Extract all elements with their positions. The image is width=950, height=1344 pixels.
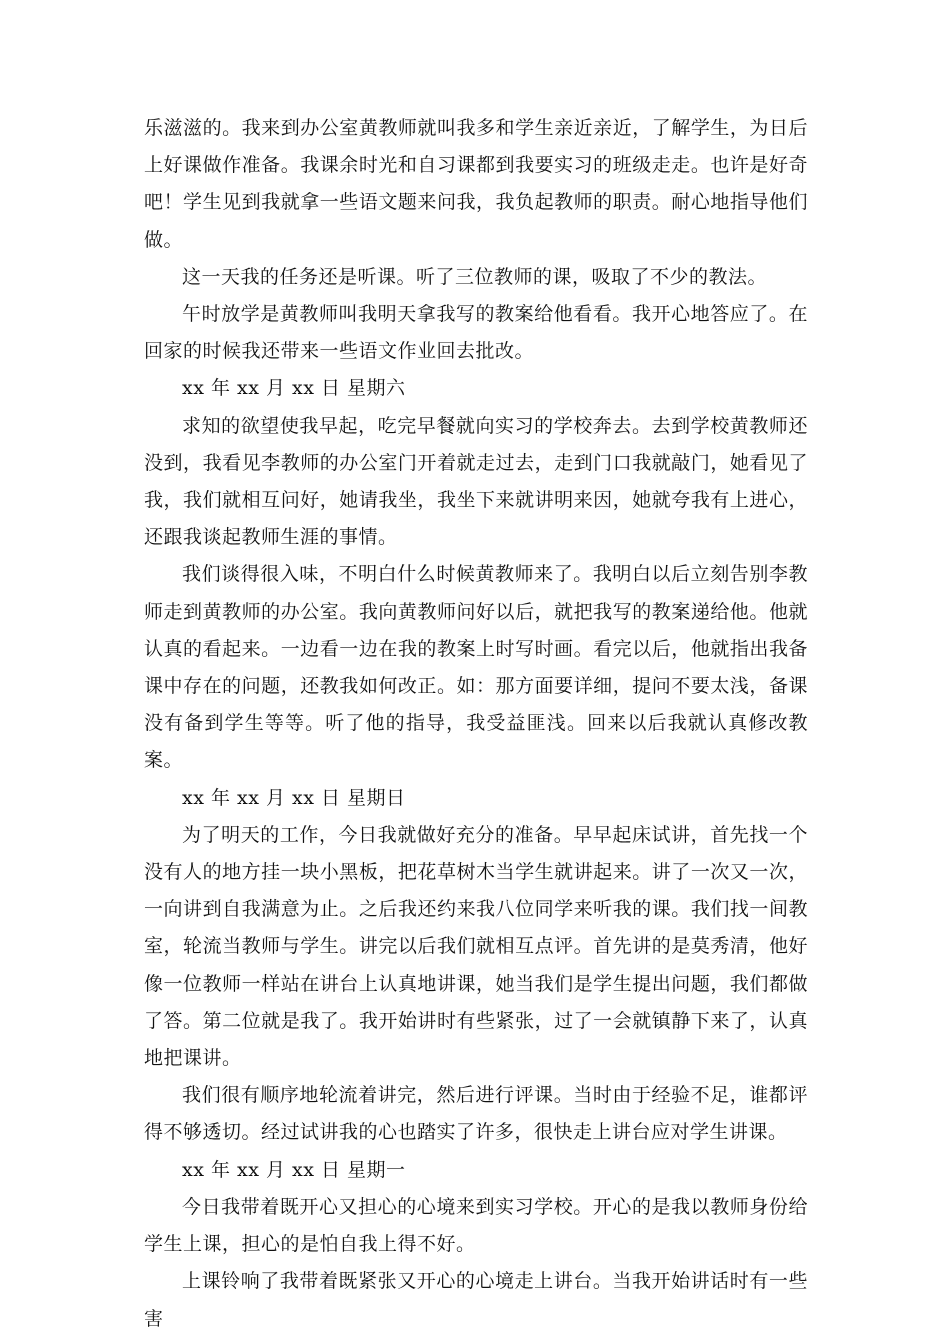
document-body: [144, 110, 808, 1338]
paragraph: 上课铃响了我带着既紧张又开心的心境走上讲台。当我开始讲话时有一些害: [144, 1270, 808, 1330]
paragraph: 我们谈得很入味，不明白什么时候黄教师来了。我明白以后立刻告别李教师走到黄教师的办公室。我向黄教师问好以后，就把我写的教案递给他。他就认真的看起来。一边看一边在我的教案上时写时画。看完以后，他就指出我备课中存在的问题，还教我如何改正。如：那方面要详细，提问不要太浅，备课没有备到学生等等。听了他的指导，我受益匪浅。回来以后我就认真修改教案。: [144, 563, 808, 772]
paragraph: 我们很有顺序地轮流着讲完，然后进行评课。当时由于经验不足，谁都评得不够透切。经过试讲我的心也踏实了许多，很快走上讲台应对学生讲课。: [144, 1084, 808, 1144]
paragraph-continuation: 乐滋滋的。我来到办公室黄教师就叫我多和学生亲近亲近，了解学生，为日后上好课做作准备。我课余时光和自习课都到我要实习的班级走走。也许是好奇吧！学生见到我就拿一些语文题来问我，我负起教师的职责。耐心地指导他们做。: [144, 117, 808, 251]
paragraph: 今日我带着既开心又担心的心境来到实习学校。开心的是我以教师身份给学生上课，担心的是怕自我上得不好。: [144, 1195, 808, 1256]
date-heading: xx 年 xx 月 xx 日 星期日: [182, 786, 406, 809]
date-heading: xx 年 xx 月 xx 日 星期一: [182, 1158, 406, 1181]
date-heading: xx 年 xx 月 xx 日 星期六: [182, 377, 406, 400]
paragraph: 这一天我的任务还是听课。听了三位教师的课，吸取了不少的教法。: [182, 265, 768, 288]
paragraph: 为了明天的工作，今日我就做好充分的准备。早早起床试讲，首先找一个没有人的地方挂一块小黑板，把花草树木当学生就讲起来。讲了一次又一次，一向讲到自我满意为止。之后我还约来我八位同学来听我的课。我们找一间教室，轮流当教师与学生。讲完以后我们就相互点评。首先讲的是莫秀清，他好像一位教师一样站在讲台上认真地讲课，她当我们是学生提出问题，我们都做了答。第二位就是我了。我开始讲时有些紧张，过了一会就镇静下来了，认真地把课讲。: [144, 823, 808, 1070]
paragraph: 求知的欲望使我早起，吃完早餐就向实习的学校奔去。去到学校黄教师还没到，我看见李教师的办公室门开着就走过去，走到门口我就敲门，她看见了我，我们就相互问好，她请我坐，我坐下来就讲明来因，她就夸我有上进心，还跟我谈起教师生涯的事情。: [144, 414, 808, 549]
paragraph: 午时放学是黄教师叫我明天拿我写的教案给他看看。我开心地答应了。在回家的时候我还带来一些语文作业回去批改。: [144, 303, 808, 363]
